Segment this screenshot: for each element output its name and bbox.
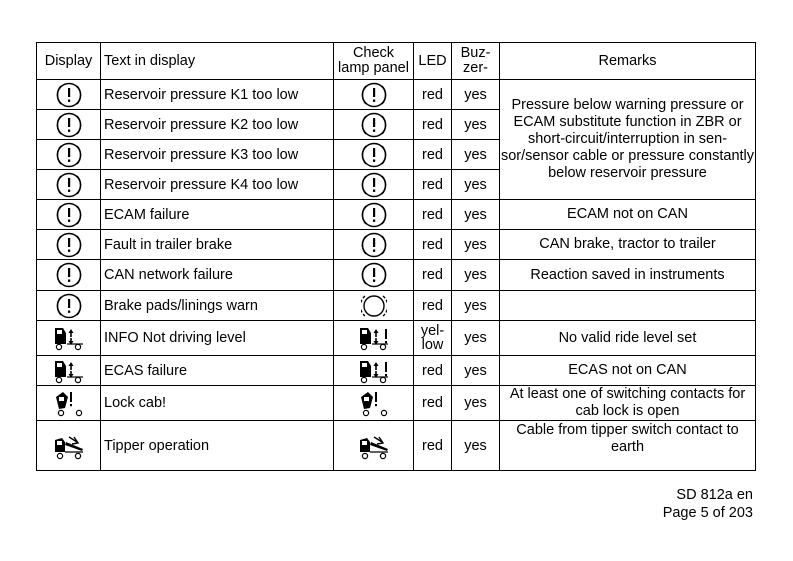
table-row [37, 200, 756, 230]
table-row [37, 260, 756, 291]
table-row [37, 386, 756, 421]
tipper-icon [53, 432, 85, 460]
led-cell: red [414, 260, 452, 291]
table-row [37, 356, 756, 386]
cab-lock-icon [358, 389, 390, 417]
ride-level-warning-icon [358, 324, 390, 352]
header-led: LED [414, 43, 452, 80]
display-text: Reservoir pressure K3 too low [101, 140, 334, 170]
led-cell: red [414, 291, 452, 321]
ride-level-warning-icon [358, 357, 390, 385]
remark-cell: Reaction saved in instruments [500, 260, 756, 291]
buzzer-cell: yes [452, 291, 500, 321]
lamp-cell [334, 356, 414, 386]
display-text: Reservoir pressure K1 too low [101, 80, 334, 110]
warning-table [36, 42, 756, 471]
warning-circle-icon [56, 261, 82, 289]
cab-lock-icon [53, 389, 85, 417]
buzzer-cell: yes [452, 386, 500, 421]
warning-circle-icon [56, 171, 82, 199]
led-cell: red [414, 80, 452, 110]
warning-circle-icon [361, 201, 387, 229]
header-display: Display [37, 43, 101, 80]
led-cell: red [414, 386, 452, 421]
display-cell [37, 170, 101, 200]
led-cell: red [414, 200, 452, 230]
buzzer-cell: yes [452, 80, 500, 110]
buzzer-cell: yes [452, 321, 500, 356]
lamp-cell [334, 110, 414, 140]
header-row [37, 43, 756, 80]
buzzer-cell: yes [452, 421, 500, 471]
display-cell [37, 291, 101, 321]
warning-circle-icon [56, 81, 82, 109]
table-row [37, 230, 756, 260]
display-text: ECAS failure [101, 356, 334, 386]
group-remark: Pressure below warning pressure or ECAM substitute function in ZBR or short-circuit/interruption in sen-sor/sensor cable or pressure constantly below reservoir pressure [500, 80, 756, 200]
table-row [37, 421, 756, 471]
remark-cell: ECAM not on CAN [500, 200, 756, 230]
warning-circle-icon [361, 141, 387, 169]
display-cell [37, 421, 101, 471]
header-buzzer: Buz- zer- [452, 43, 500, 80]
remark-cell: Cable from tipper switch contact to earth [500, 421, 756, 471]
display-cell [37, 356, 101, 386]
display-text: ECAM failure [101, 200, 334, 230]
lamp-cell [334, 291, 414, 321]
display-text: Tipper operation [101, 421, 334, 471]
display-text: Fault in trailer brake [101, 230, 334, 260]
display-text: INFO Not driving level [101, 321, 334, 356]
led-cell: red [414, 140, 452, 170]
lamp-cell [334, 140, 414, 170]
display-text: Lock cab! [101, 386, 334, 421]
header-lamp: Check lamp panel [334, 43, 414, 80]
warning-circle-icon [361, 81, 387, 109]
page-number: Page 5 of 203 [662, 505, 753, 521]
warning-circle-icon [56, 111, 82, 139]
led-cell: red [414, 356, 452, 386]
display-cell [37, 260, 101, 291]
buzzer-cell: yes [452, 230, 500, 260]
lamp-cell [334, 170, 414, 200]
led-cell: red [414, 170, 452, 200]
buzzer-cell: yes [452, 140, 500, 170]
led-cell: yel- low [414, 321, 452, 356]
warning-circle-icon [361, 231, 387, 259]
table-row [37, 291, 756, 321]
warning-circle-icon [56, 292, 82, 320]
tipper-icon [358, 432, 390, 460]
lamp-cell [334, 321, 414, 356]
buzzer-cell: yes [452, 170, 500, 200]
remark-cell: ECAS not on CAN [500, 356, 756, 386]
warning-circle-icon [361, 171, 387, 199]
table-row [37, 321, 756, 356]
header-remarks: Remarks [500, 43, 756, 80]
display-cell [37, 230, 101, 260]
led-cell: red [414, 230, 452, 260]
led-cell: red [414, 110, 452, 140]
display-cell [37, 321, 101, 356]
lamp-cell [334, 386, 414, 421]
buzzer-cell: yes [452, 260, 500, 291]
buzzer-cell: yes [452, 110, 500, 140]
display-text: Reservoir pressure K2 too low [101, 110, 334, 140]
display-cell [37, 110, 101, 140]
display-text: Reservoir pressure K4 too low [101, 170, 334, 200]
remark-cell: At least one of switching contacts for cab lock is open [500, 386, 756, 421]
remark-cell [500, 291, 756, 321]
ride-level-icon [53, 324, 85, 352]
display-cell [37, 140, 101, 170]
lamp-cell [334, 260, 414, 291]
led-cell: red [414, 421, 452, 471]
lamp-cell [334, 80, 414, 110]
warning-circle-icon [56, 231, 82, 259]
warning-circle-icon [56, 141, 82, 169]
lamp-cell [334, 230, 414, 260]
warning-circle-icon [361, 261, 387, 289]
ride-level-icon [53, 357, 85, 385]
display-text: Brake pads/linings warn [101, 291, 334, 321]
lamp-cell [334, 200, 414, 230]
display-cell [37, 200, 101, 230]
brake-lining-icon [361, 292, 387, 320]
display-text: CAN network failure [101, 260, 334, 291]
warning-circle-icon [361, 111, 387, 139]
header-text: Text in display [101, 43, 334, 80]
buzzer-cell: yes [452, 200, 500, 230]
table-row [37, 80, 756, 110]
lamp-cell [334, 421, 414, 471]
remark-cell: No valid ride level set [500, 321, 756, 356]
display-cell [37, 80, 101, 110]
display-cell [37, 386, 101, 421]
buzzer-cell: yes [452, 356, 500, 386]
document-id: SD 812a en [676, 487, 753, 503]
remark-cell: CAN brake, tractor to trailer [500, 230, 756, 260]
warning-circle-icon [56, 201, 82, 229]
